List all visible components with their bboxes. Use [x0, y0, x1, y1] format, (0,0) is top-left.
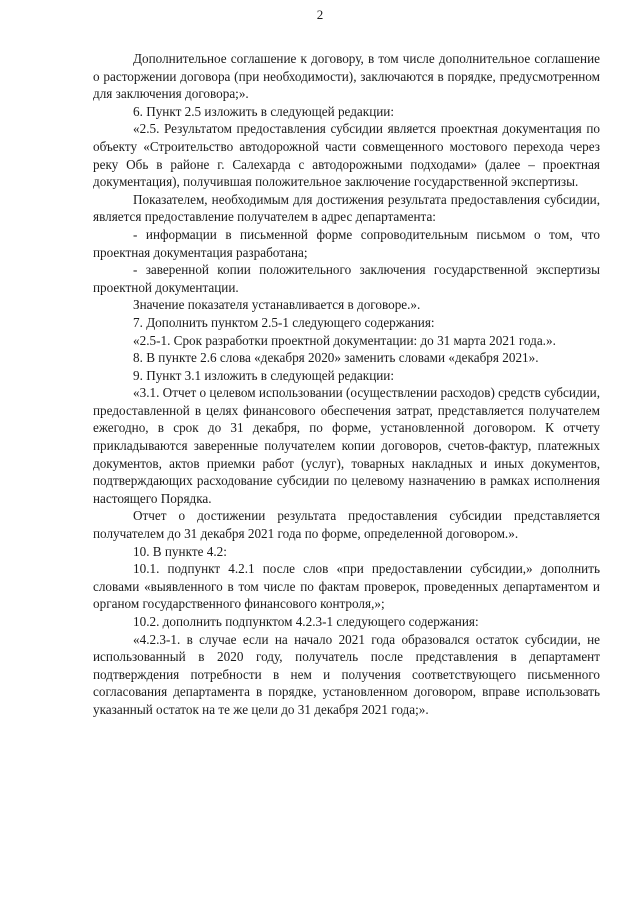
paragraph-item-10-1: 10.1. подпункт 4.2.1 после слов «при предоставлении субсидии,» дополнить словами «выявленного в том числе по фактам проверок, проведенных департаментом и органом государственного финансового контроля,»; — [93, 561, 600, 612]
paragraph-clause-4-2-3-1: «4.2.3-1. в случае если на начало 2021 года образовался остаток субсидии, не использованный в 2020 году, получатель после представления в департамент подтверждения потребности в нем и получения соответствующего письменного согласования департамента в порядке, установленном договором, вправе использовать указанный остаток на те же цели до 31 декабря 2021 года;». — [93, 631, 600, 717]
paragraph-item-8: 8. В пункте 2.6 слова «декабря 2020» заменить словами «декабря 2021». — [133, 350, 539, 366]
paragraph-clause-2-5: «2.5. Результатом предоставления субсидии является проектная документация по объекту «Строительство автодорожной части совмещенного мостового перехода через реку Обь в районе г. Салехарда с автодорожными подходами» (далее – проектная документация), получившая положительное заключение государственной экспертизы. — [93, 121, 600, 190]
paragraph-item-10: 10. В пункте 4.2: — [133, 543, 227, 559]
paragraph-item-10-2: 10.2. дополнить подпунктом 4.2.3-1 следующего содержания: — [133, 614, 479, 629]
paragraph-item-7: 7. Дополнить пунктом 2.5-1 следующего содержания: — [133, 314, 435, 330]
page-number: 2 — [316, 7, 324, 22]
paragraph-additional-agreement: Дополнительное соглашение к договору, в том числе дополнительное соглашение о расторжении договора (при необходимости), заключаются в порядке, предусмотренном для заключения договора;». — [93, 51, 600, 102]
paragraph-indicator-item-1: - информации в письменной форме сопроводительным письмом о том, что проектная документация разработана; — [93, 226, 600, 260]
paragraph-result-report: Отчет о достижении результата предоставления субсидии представляется получателем до 31 декабря 2021 года по форме, определенной договором.». — [93, 508, 600, 542]
paragraph-clause-2-5-1: «2.5-1. Срок разработки проектной документации: до 31 марта 2021 года.». — [133, 332, 556, 348]
paragraph-item-6: 6. Пункт 2.5 изложить в следующей редакции: — [133, 103, 395, 119]
paragraph-clause-3-1: «3.1. Отчет о целевом использовании (осуществлении расходов) средств субсидии, предоставленной в целях финансового обеспечения затрат, представляется получателем ежегодно, в срок до 31 декабря, по форме, установленной договором. К отчету прикладываются заверенные получателем копии договоров, счетов-фактур, платежных документов, актов приемки работ (услуг), товарных накладных и иных документов, подтверждающих расходование субсидии по целевому назначению в рамках исполнения настоящего Порядка. — [93, 385, 600, 506]
document-body — [93, 50, 600, 719]
paragraph-indicator: Показателем, необходимым для достижения результата предоставления субсидии, является предоставление получателем в адрес департамента: — [93, 191, 600, 225]
paragraph-item-9: 9. Пункт 3.1 изложить в следующей редакции: — [133, 367, 395, 383]
paragraph-indicator-value: Значение показателя устанавливается в договоре.». — [133, 297, 421, 313]
paragraph-indicator-item-2: - заверенной копии положительного заключения государственной экспертизы проектной документации. — [93, 262, 600, 295]
